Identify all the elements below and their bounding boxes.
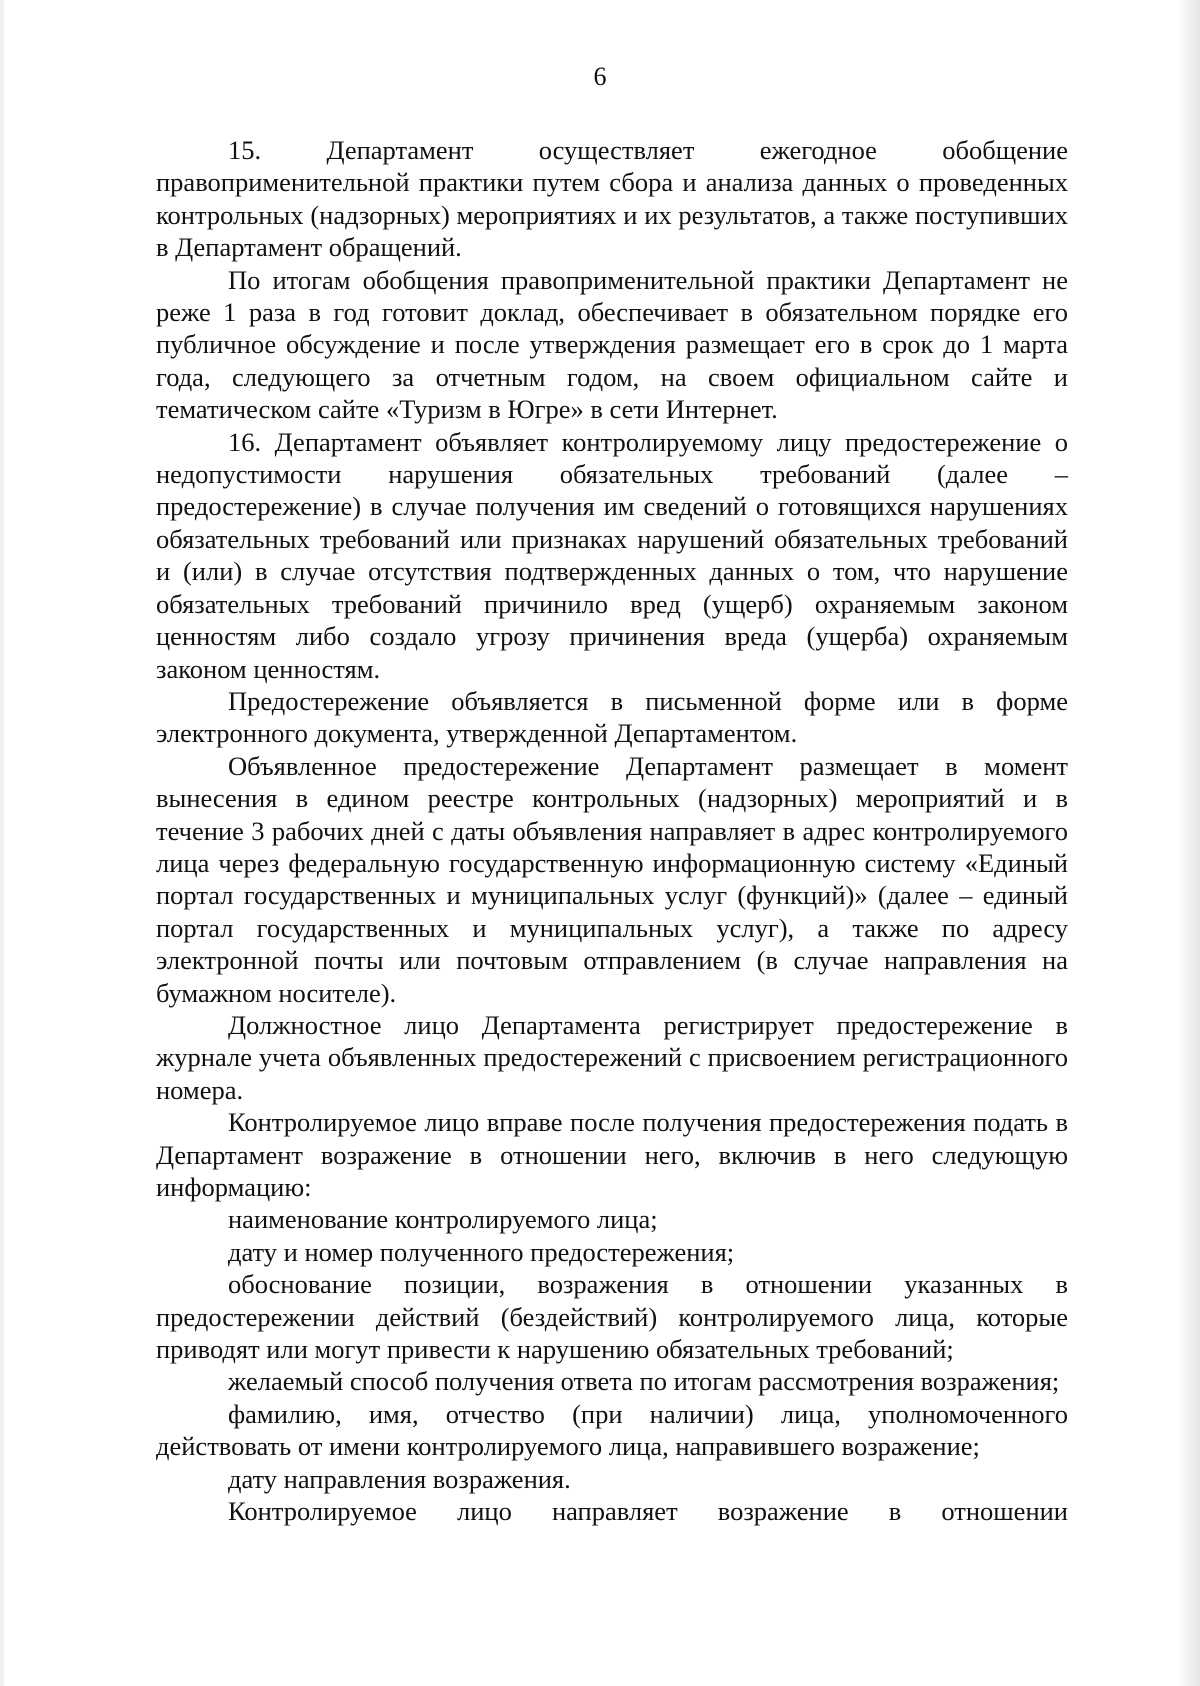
scan-left-edge bbox=[0, 0, 4, 1686]
list-item-send-date: дату направления возражения. bbox=[228, 1463, 571, 1494]
list-item-response-method: желаемый способ получения ответа по итогам рассмотрения возражения; bbox=[228, 1366, 1060, 1397]
paragraph-16-journal: Должностное лицо Департамента регистрирует предостережение в журнале учета объявленных предостережений с присвоением регистрационного номера. bbox=[156, 1009, 1068, 1105]
paragraph-16-objection: Контролируемое лицо вправе после получения предостережения подать в Департамент возражение в отношении него, включив в него следующую информацию: bbox=[156, 1107, 1068, 1202]
paragraph-16-sending: Контролируемое лицо направляет возражение в отношении bbox=[228, 1496, 1068, 1527]
list-item-justification: обоснование позиции, возражения в отношении указанных в предостережении действий (бездействий) контролируемого лица, которые приводят или могут привести к нарушению обязательных требований; bbox=[156, 1269, 1068, 1365]
page-number: 6 bbox=[593, 62, 607, 91]
paragraph-16-form: Предостережение объявляется в письменной форме или в форме электронного документа, утвержденной Департаментом. bbox=[156, 685, 1068, 749]
scan-right-edge bbox=[1178, 0, 1200, 1686]
document-body bbox=[156, 134, 1068, 1527]
list-item-name: наименование контролируемого лица; bbox=[228, 1204, 658, 1235]
paragraph-16-registry: Объявленное предостережение Департамент размещает в момент вынесения в едином реестре контрольных (надзорных) мероприятий и в течение 3 рабочих дней с даты объявления направляет в адрес контролируемого лица через федеральную государственную информационную систему «Единый портал государственных и муниципальных услуг (функций)» (далее – единый портал государственных и муниципальных услуг), а также по адресу электронной почты или почтовым отправлением (в случае направления на бумажном носителе). bbox=[156, 750, 1068, 1008]
paragraph-15-report: По итогам обобщения правоприменительной практики Департамент не реже 1 раза в год готовит доклад, обеспечивает в обязательном порядке его публичное обсуждение и после утверждения размещает его в срок до 1 марта года, следующего за отчетным годом, на своем официальном сайте и тематическом сайте «Туризм в Югре» в сети Интернет. bbox=[156, 264, 1068, 425]
paragraph-15: 15. Департамент осуществляет ежегодное обобщение правоприменительной практики путем сбора и анализа данных о проведенных контрольных (надзорных) мероприятиях и их результатов, а также поступивших в Департамент обращений. bbox=[156, 135, 1068, 263]
paragraph-16: 16. Департамент объявляет контролируемому лицу предостережение о недопустимости нарушения обязательных требований (далее – предостережение) в случае получения им сведений о готовящихся нарушениях обязательных требований или признаках нарушений обязательных требований и (или) в случае отсутствия подтвержденных данных о том, что нарушение обязательных требований причинило вред (ущерб) охраняемым законом ценностям либо создало угрозу причинения вреда (ущерба) охраняемым законом ценностям. bbox=[156, 426, 1068, 684]
list-item-representative: фамилию, имя, отчество (при наличии) лица, уполномоченного действовать от имени контролируемого лица, направившего возражение; bbox=[156, 1398, 1068, 1462]
list-item-date-number: дату и номер полученного предостережения; bbox=[228, 1236, 735, 1267]
